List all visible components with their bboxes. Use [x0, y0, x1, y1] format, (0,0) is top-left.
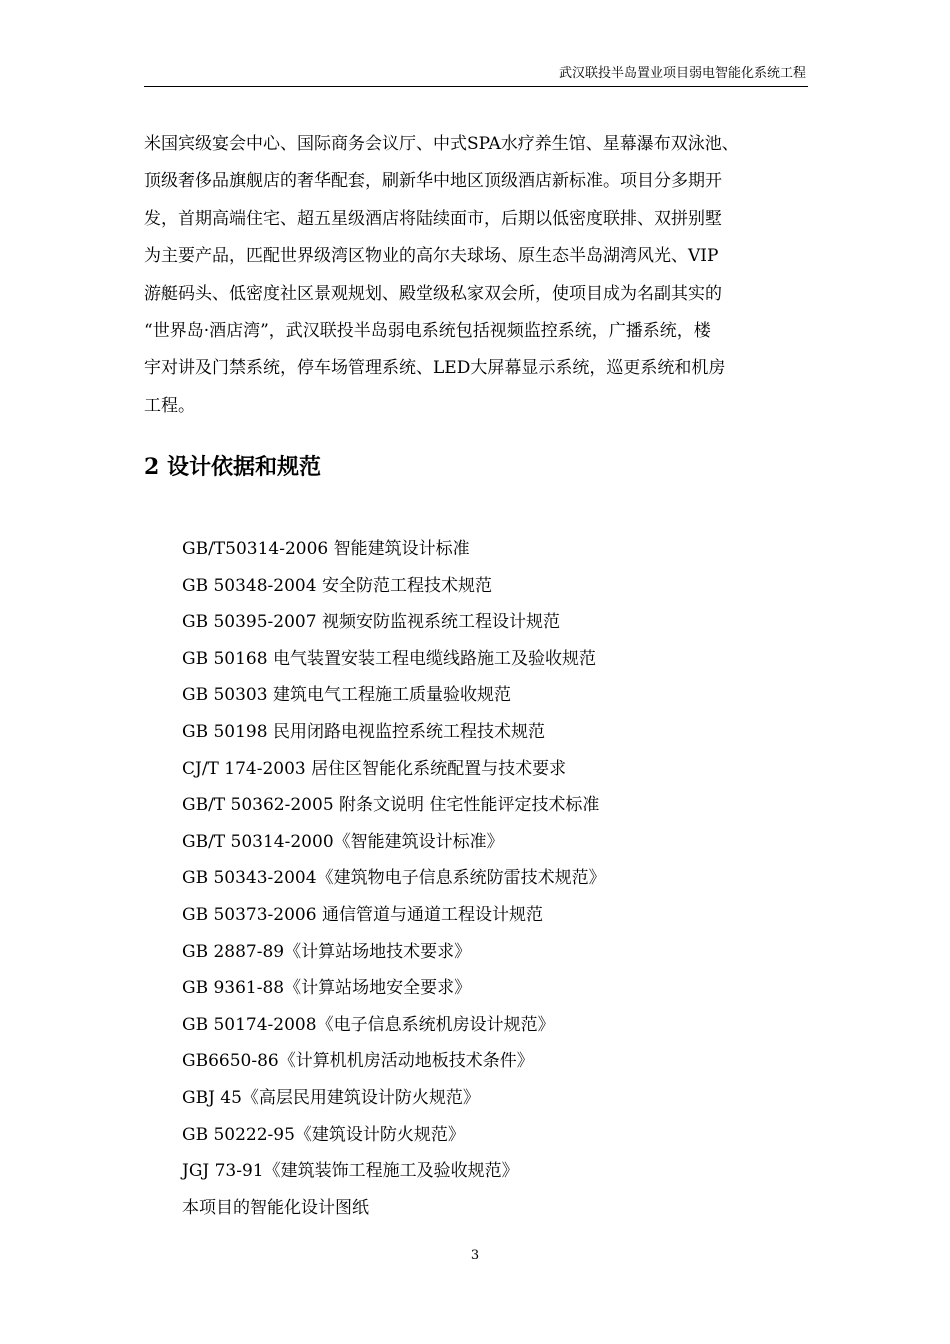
list-item: GB/T 50314-2000《智能建筑设计标准》	[182, 831, 504, 852]
list-item: GB 50348-2004 安全防范工程技术规范	[182, 575, 492, 596]
list-item: GB 9361-88《计算站场地安全要求》	[182, 978, 472, 999]
list-item: GBJ 45《高层民用建筑设计防火规范》	[182, 1087, 480, 1108]
standards-list	[182, 531, 606, 1226]
list-item: GB 50395-2007 视频安防监视系统工程设计规范	[182, 612, 560, 633]
page-header	[144, 62, 808, 87]
list-item: GB 50373-2006 通信管道与通道工程设计规范	[182, 904, 543, 925]
paragraph-line: 米国宾级宴会中心、国际商务会议厅、中式SPA水疗养生馆、星幕瀑布双泳池、	[144, 134, 739, 154]
paragraph-line: “世界岛·酒店湾”，武汉联投半岛弱电系统包括视频监控系统，广播系统，楼	[144, 321, 711, 342]
header-title: 武汉联投半岛置业项目弱电智能化系统工程	[558, 66, 806, 81]
list-item: GB6650-86《计算机机房活动地板技术条件》	[182, 1051, 534, 1072]
list-item: JGJ 73-91《建筑装饰工程施工及验收规范》	[182, 1161, 519, 1182]
section-heading: 2 设计依据和规范	[144, 454, 321, 480]
list-item: CJ/T 174-2003 居住区智能化系统配置与技术要求	[182, 758, 567, 779]
list-item: 本项目的智能化设计图纸	[182, 1197, 369, 1218]
paragraph-line: 发，首期高端住宅、超五星级酒店将陆续面市，后期以低密度联排、双拼别墅	[144, 208, 722, 229]
paragraph-line: 工程。	[144, 395, 195, 416]
paragraph-line: 顶级奢侈品旗舰店的奢华配套，刷新华中地区顶级酒店新标准。项目分多期开	[144, 171, 722, 192]
page-number: 3	[470, 1248, 480, 1263]
list-item: GB 50343-2004《建筑物电子信息系统防雷技术规范》	[182, 868, 606, 889]
list-item: GB 50168 电气装置安装工程电缆线路施工及验收规范	[182, 648, 596, 669]
body-paragraph	[144, 126, 808, 425]
list-item: GB 50303 建筑电气工程施工质量验收规范	[182, 685, 511, 706]
paragraph-line: 游艇码头、低密度社区景观规划、殿堂级私家双会所，使项目成为名副其实的	[144, 283, 722, 304]
list-item: GB/T50314-2006 智能建筑设计标准	[182, 539, 470, 559]
list-item: GB 2887-89《计算站场地技术要求》	[182, 941, 472, 962]
list-item: GB 50198 民用闭路电视监控系统工程技术规范	[182, 721, 545, 742]
paragraph-line: 宇对讲及门禁系统，停车场管理系统、LED大屏幕显示系统，巡更系统和机房	[144, 358, 726, 379]
list-item: GB/T 50362-2005 附条文说明 住宅性能评定技术标准	[182, 795, 600, 816]
list-item: GB 50174-2008《电子信息系统机房设计规范》	[182, 1014, 555, 1035]
paragraph-line: 为主要产品，匹配世界级湾区物业的高尔夫球场、原生态半岛湖湾风光、VIP	[144, 246, 719, 267]
list-item: GB 50222-95《建筑设计防火规范》	[182, 1124, 465, 1145]
